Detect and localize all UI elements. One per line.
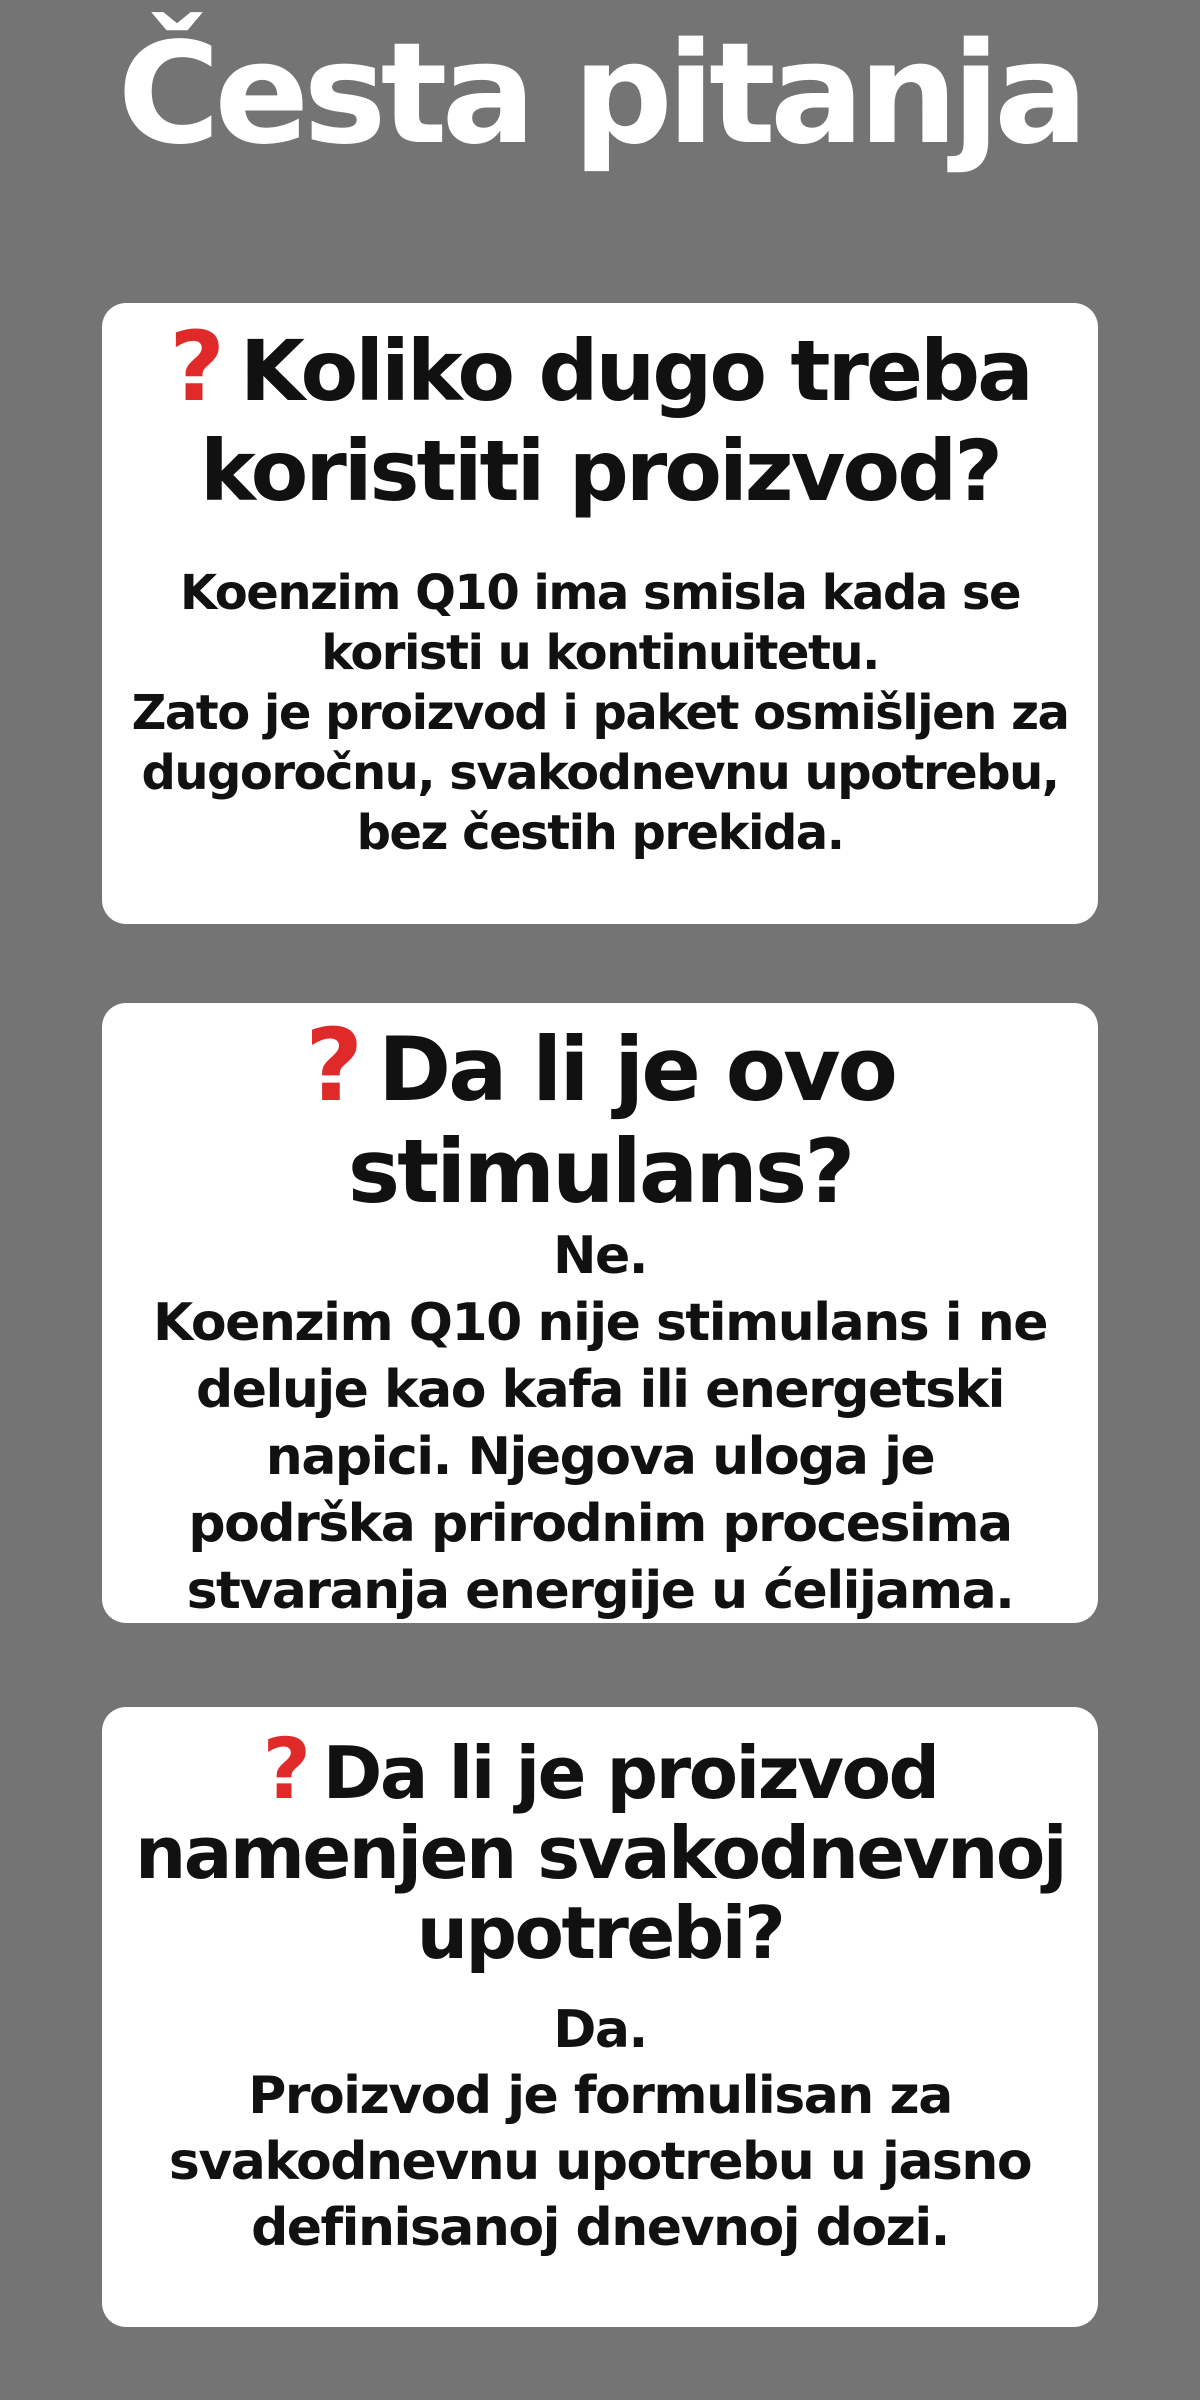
faq-question-text: Koliko dugo treba [239,322,1031,420]
faq-answer-line: Koenzim Q10 nije stimulans i ne [152,1293,1048,1353]
faq-question [116,1720,1084,1975]
faq-answer-line: stvaranja energije u ćelijama. [186,1561,1014,1621]
faq-answer-line: Koenzim Q10 ima smisla kada se [179,565,1021,621]
faq-answer-line: podrška prirodnim procesima [188,1494,1012,1554]
red-question-mark-icon: ? [305,1007,361,1124]
faq-question-text: Da li je ovo [378,1018,895,1121]
faq-answer-line: Proizvod je formulisan za [248,2066,952,2126]
faq-answer-line: Da. [553,2000,647,2060]
faq-question-line [116,311,1084,423]
faq-answer-line: svakodnevnu upotrebu u jasno [168,2132,1032,2192]
faq-answer [116,563,1084,863]
red-question-mark-icon: ? [169,311,222,423]
faq-answer-line: deluje kao kafa ili energetski [196,1360,1004,1420]
faq-answer [116,1997,1084,2261]
faq-card-1 [102,303,1098,924]
faq-answer-line: napici. Njegova uloga je [265,1427,935,1487]
faq-answer-line: bez čestih prekida. [356,805,844,861]
faq-question [116,1007,1084,1223]
faq-card-2 [102,1003,1098,1623]
faq-question-text: upotrebi? [416,1891,784,1975]
faq-question-text: koristiti proizvod? [200,422,1000,520]
page-title: Česta pitanja [117,13,1083,176]
faq-question-text: Da li je proizvod [322,1731,938,1815]
red-question-mark-icon: ? [262,1720,309,1818]
faq-question-text: namenjen svakodnevnoj [134,1811,1066,1895]
faq-answer-line: Ne. [552,1226,648,1286]
faq-question-text: stimulans? [347,1120,853,1223]
faq-answer-line: Zato je proizvod i paket osmišljen za [131,685,1069,741]
faq-question-line [116,1720,1084,1818]
faq-answer [116,1223,1084,1623]
faq-question [116,311,1084,521]
faq-answer-line: dugoročnu, svakodnevnu upotrebu, [141,745,1059,801]
faq-card-3 [102,1707,1098,2327]
faq-answer-line: koristi u kontinuitetu. [321,625,879,681]
faq-answer-line: definisanoj dnevnoj dozi. [251,2198,949,2258]
faq-question-line [116,1007,1084,1124]
